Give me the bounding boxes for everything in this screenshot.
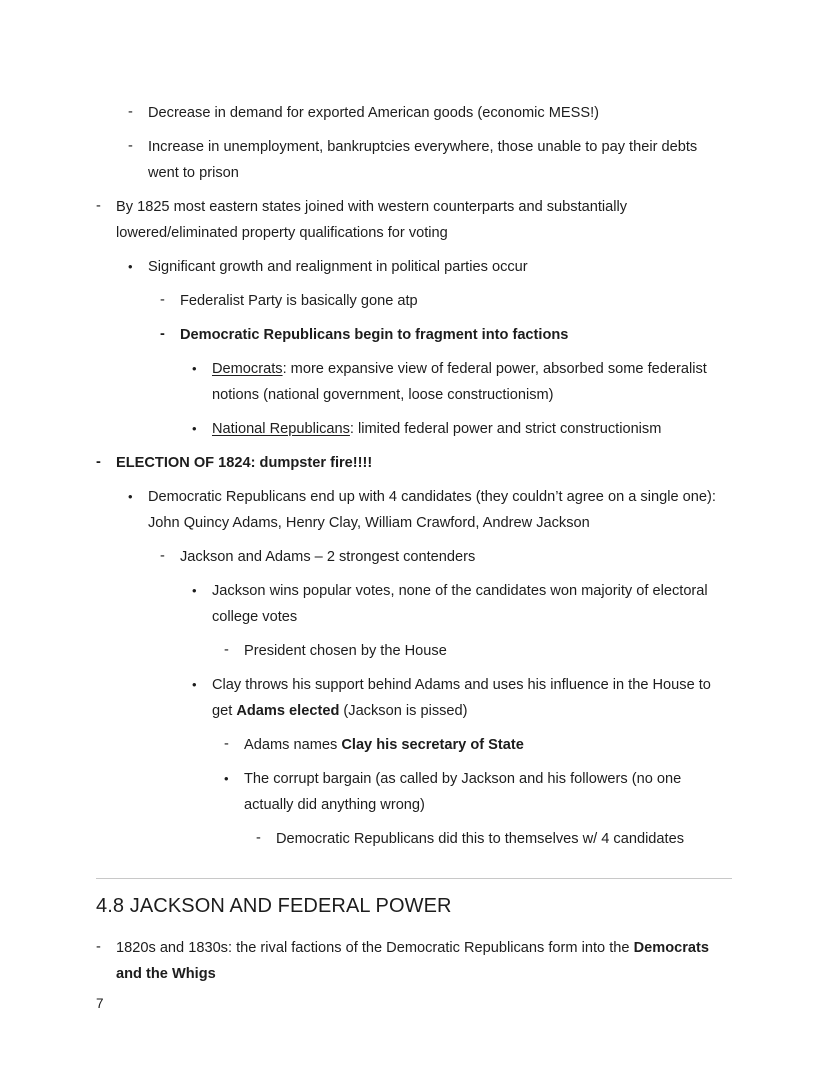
list-item bbox=[96, 288, 732, 314]
list-item-text: Jackson wins popular votes, none of the candidates won majority of electoral college votes bbox=[212, 583, 708, 625]
list-item-text: President chosen by the House bbox=[244, 643, 447, 659]
dash-marker: - bbox=[160, 548, 165, 564]
list-item-text: Federalist Party is basically gone atp bbox=[180, 293, 418, 309]
list-item-text-lead: 1820s and 1830s: the rival factions of the Democratic Republicans form into the bbox=[116, 940, 634, 956]
bullet-marker: • bbox=[192, 421, 197, 436]
bullet-marker: • bbox=[224, 771, 229, 786]
list-item-text: Increase in unemployment, bankruptcies everywhere, those unable to pay their debts went to prison bbox=[148, 139, 698, 181]
list-item-text: Democratic Republicans end up with 4 candidates (they couldn’t agree on a single one): John Quincy Adams, Henry Clay, William Crawford, Andrew Jackson bbox=[148, 489, 716, 531]
dash-marker: - bbox=[224, 736, 229, 752]
bullet-marker: • bbox=[192, 677, 197, 692]
list-item-text: The corrupt bargain (as called by Jackson and his followers (no one actually did anything wrong) bbox=[244, 771, 682, 813]
list-item bbox=[96, 672, 732, 724]
list-item-text: ELECTION OF 1824: dumpster fire!!!! bbox=[116, 455, 373, 471]
outline-content bbox=[96, 100, 732, 995]
list-item bbox=[96, 134, 732, 186]
list-item bbox=[96, 544, 732, 570]
list-item bbox=[96, 766, 732, 818]
bullet-marker: • bbox=[128, 489, 133, 504]
bullet-marker: • bbox=[192, 361, 197, 376]
page-number: 7 bbox=[96, 996, 104, 1011]
dash-marker: - bbox=[96, 198, 101, 214]
list-item bbox=[96, 935, 732, 987]
list-item bbox=[96, 254, 732, 280]
list-item bbox=[96, 450, 732, 476]
list-item-text: By 1825 most eastern states joined with western counterparts and substantially lowered/eliminated property qualifications for voting bbox=[116, 199, 628, 241]
section-heading: 4.8 JACKSON AND FEDERAL POWER bbox=[96, 895, 452, 917]
section-divider bbox=[96, 878, 732, 879]
list-item bbox=[96, 194, 732, 246]
list-item-text-tail: (Jackson is pissed) bbox=[339, 703, 468, 719]
list-item bbox=[96, 484, 732, 536]
list-item bbox=[96, 826, 732, 852]
bold-run: Adams elected bbox=[236, 703, 340, 719]
list-item bbox=[96, 638, 732, 664]
dash-marker: - bbox=[96, 939, 101, 955]
dash-marker: - bbox=[224, 642, 229, 658]
list-item-text: Democratic Republicans did this to themselves w/ 4 candidates bbox=[276, 831, 685, 847]
bold-run: Clay his secretary of State bbox=[341, 737, 524, 753]
list-item-text-lead: Clay throws his support behind Adams and uses his influence in the House to get bbox=[212, 677, 711, 719]
list-item-text: Decrease in demand for exported American goods (economic MESS!) bbox=[148, 105, 600, 121]
list-item-text: Significant growth and realignment in political parties occur bbox=[148, 259, 528, 275]
list-item-text-rest: : more expansive view of federal power, absorbed some federalist notions (national government, loose constructionism) bbox=[212, 361, 707, 403]
list-item-text-lead: Adams names bbox=[244, 737, 342, 753]
list-item bbox=[96, 578, 732, 630]
list-item bbox=[96, 732, 732, 758]
list-item-text bbox=[212, 672, 732, 724]
dash-marker: - bbox=[128, 104, 133, 120]
dash-marker: - bbox=[96, 454, 101, 470]
list-item-text bbox=[212, 356, 732, 408]
bold-run: Democrats and the Whigs bbox=[116, 940, 709, 982]
dash-marker: - bbox=[256, 830, 261, 846]
dash-marker: - bbox=[160, 292, 165, 308]
list-item-text: Democratic Republicans begin to fragment into factions bbox=[180, 327, 569, 343]
list-item-text-rest: : limited federal power and strict constructionism bbox=[349, 421, 662, 437]
dash-marker: - bbox=[128, 138, 133, 154]
list-item bbox=[96, 416, 732, 442]
list-item bbox=[96, 356, 732, 408]
underlined-term: National Republicans bbox=[212, 421, 350, 437]
list-item-text bbox=[212, 416, 732, 442]
list-item bbox=[96, 322, 732, 348]
list-item-text bbox=[116, 935, 732, 987]
underlined-term: Democrats bbox=[212, 361, 283, 377]
dash-marker: - bbox=[160, 326, 165, 342]
list-item-text bbox=[244, 732, 732, 758]
bullet-marker: • bbox=[128, 259, 133, 274]
bullet-marker: • bbox=[192, 583, 197, 598]
list-item bbox=[96, 100, 732, 126]
list-item-text: Jackson and Adams – 2 strongest contenders bbox=[180, 549, 476, 565]
